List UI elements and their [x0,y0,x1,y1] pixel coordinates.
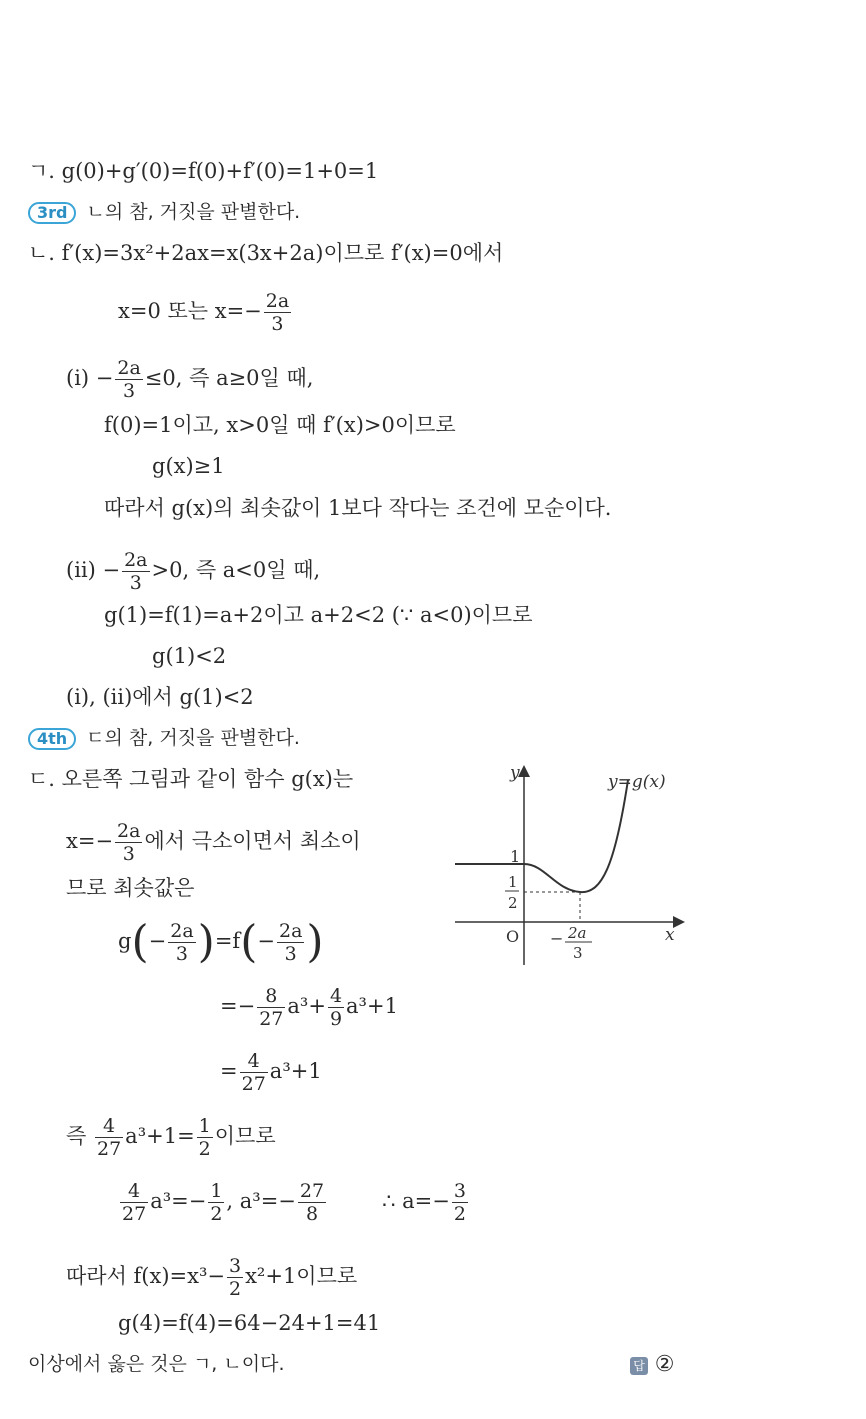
g4-computation: g(4)=f(4)=64−24+1=41 [118,1311,381,1335]
eq2-prefix: =− [220,994,256,1018]
item-c-intro: ㄷ. 오른쪽 그림과 같이 함수 g(x)는 [28,767,354,791]
eq3-suffix: a³+1 [269,1059,322,1083]
f-expression-line [66,1255,357,1300]
critical-points-text: x=0 또는 x=− [118,299,262,323]
answer-value: ② [654,1352,675,1377]
fraction-4-over-9: $\frac{4}{9}$ [329,985,343,1030]
left-paren: ( [240,916,258,968]
solve-a-line [118,1180,470,1225]
eq2-suffix: a³+1 [346,994,398,1018]
answer-badge-icon: 답 [630,1357,648,1375]
tick-half-numerator: 1 [508,873,518,891]
g-curve [455,780,628,892]
step-3-badge: 3rd [28,202,76,224]
fraction-27-over-8: $\frac{27}{8}$ [299,1180,325,1225]
y-axis-label: y [510,763,520,783]
fraction-2a-over-3: $\frac{2a}{3}$ [117,820,141,865]
item-a-line: ㄱ. g(0)+g′(0)=f(0)+f′(0)=1+0=1 [28,159,379,183]
step-3-text: ㄴ의 참, 거짓을 판별한다. [86,201,301,223]
xmin-numerator: 2a [568,924,587,942]
left-paren: ( [131,916,149,968]
case-i-line [66,357,313,402]
equation-prefix: 즉 [66,1124,87,1148]
f-function: =f [214,929,241,953]
local-min-text: 에서 극소이면서 최소이 [144,829,361,853]
cases-conclusion: (ⅰ), (ⅱ)에서 g(1)<2 [66,685,254,709]
tick-half-denominator: 2 [508,894,518,912]
eq3-prefix: = [220,1059,238,1083]
local-min-x: x=− [66,829,114,853]
case-ii-detail: g(1)=f(1)=a+2이고 a+2<2 (∵ a<0)이므로 [104,603,533,627]
xmin-sign: − [550,929,564,948]
right-paren: ) [306,916,324,968]
xmin-denominator: 3 [573,944,583,962]
case-i-condition: ≤0, 즉 a≥0일 때, [144,366,314,390]
case-i-detail: f(0)=1이고, x>0일 때 f′(x)>0이므로 [104,413,456,437]
case-i-result: g(x)≥1 [152,454,225,478]
fraction-2a-over-3: $\frac{2a}{3}$ [117,357,141,402]
case-ii-line [66,549,320,594]
item-b-derivative-line: ㄴ. f′(x)=3x²+2ax=x(3x+2a)이므로 f′(x)=0에서 [28,241,504,265]
equation-suffix: 이므로 [214,1124,276,1148]
curve-label: y=g(x) [608,772,666,792]
fraction-8-over-27: $\frac{8}{27}$ [259,985,284,1030]
min-value-eq-2 [220,985,398,1030]
fraction-2a-over-3: $\frac{2a}{3}$ [278,920,303,965]
min-value-eq-1: g(− $\frac{2a}{3}$ )=f(− $\frac{2a}{3}$ ) [118,916,324,968]
fraction-2a-over-3: $\frac{2a}{3}$ [170,920,194,965]
local-min-line [66,820,361,865]
step-4-text: ㄷ의 참, 거짓을 판별한다. [86,727,300,749]
fraction-1-over-2: $\frac{1}{2}$ [198,1115,211,1160]
case-ii-condition: >0, 즉 a<0일 때, [151,558,321,582]
step-4-heading [28,725,300,751]
case-ii-label: (ⅱ) − [66,558,121,582]
x-axis-label: x [665,925,675,945]
right-paren: ) [197,916,215,968]
step-3-heading [28,199,300,225]
f-expression-suffix: x²+1이므로 [245,1264,358,1288]
origin-label: O [506,927,520,946]
fraction-1-over-2: $\frac{1}{2}$ [210,1180,223,1225]
tick-one-label: 1 [510,847,521,866]
case-i-contradiction: 따라서 g(x)의 최솟값이 1보다 작다는 조건에 모순이다. [104,496,612,520]
case-ii-result: g(1)<2 [152,644,227,668]
f-expression-prefix: 따라서 f(x)=x³− [66,1264,225,1288]
fraction-4-over-27: $\frac{4}{27}$ [241,1050,266,1095]
step-4-badge: 4th [28,728,76,750]
eq2-mid: a³+ [287,994,326,1018]
g-function: g [118,929,132,953]
min-value-eq-3 [220,1050,322,1095]
fraction-4-over-27: $\frac{4}{27}$ [96,1115,122,1160]
fraction-2a-over-3: $\frac{2a}{3}$ [124,549,148,594]
solve-a-step1: a³=− [150,1189,207,1213]
graph-y-equals-g-x [450,760,700,970]
equation-setup [66,1115,276,1160]
fraction-2a-over-3: $\frac{2a}{3}$ [265,290,290,335]
answer [630,1351,674,1378]
fraction-3-over-2: $\frac{3}{2}$ [453,1180,466,1225]
fraction-3-over-2: $\frac{3}{2}$ [229,1255,242,1300]
case-i-label: (ⅰ) − [66,366,114,390]
final-conclusion: 이상에서 옳은 것은 ㄱ, ㄴ이다. [28,1353,285,1375]
solve-a-result: ∴ a=− [382,1189,450,1213]
equation-mid: a³+1= [125,1124,195,1148]
min-value-intro: 므로 최솟값은 [66,876,195,900]
fraction-4-over-27: $\frac{4}{27}$ [122,1180,147,1225]
solve-a-step2: , a³=− [226,1189,296,1213]
critical-points-line [118,290,293,335]
